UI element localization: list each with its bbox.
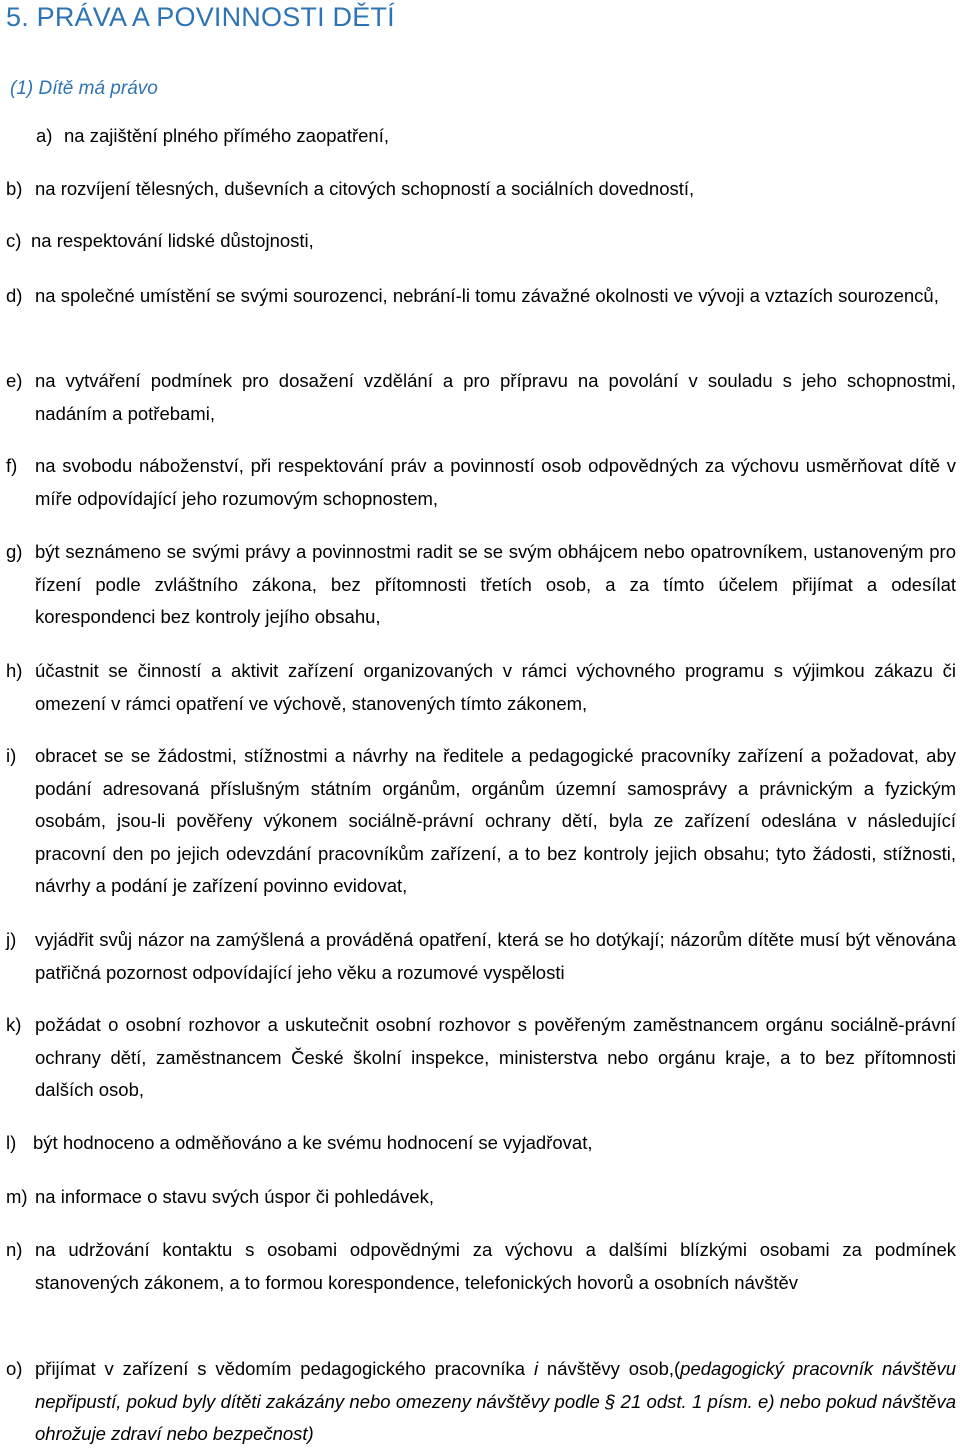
section-label: (1) Dítě má právo <box>10 78 158 99</box>
item-marker: m) <box>6 1186 28 1207</box>
item-marker: g) <box>6 541 23 562</box>
item-text: obracet se se žádostmi, stížnostmi a návrhy na ředitele a pedagogické pracovníky zařízení a požadovat, aby podání adresovaná příslušným státním orgánům, orgánům územní samosprávy a právnickým a fyzickým osobám, jsou-li pověřeny výkonem sociálně-právní ochrany dětí, byla ze zařízení odeslána v následující pracovní den po jejich odevzdání pracovníkům zařízení, a to bez kontroly jejich obsahu; tyto žádosti, stížnosti, návrhy a podání je zařízení povinno evidovat, <box>35 745 956 896</box>
item-text: na respektování lidské důstojnosti, <box>31 230 314 251</box>
list-item <box>6 365 956 430</box>
item-text: na svobodu náboženství, při respektování práv a povinností osob odpovědných za výchovu usměrňovat dítě v míře odpovídající jeho rozumovým schopnostem, <box>35 455 956 509</box>
item-text: účastnit se činností a aktivit zařízení organizovaných v rámci výchovného programu s výjimkou zákazu či omezení v rámci opatření ve výchově, stanovených tímto zákonem, <box>35 660 956 714</box>
item-text: návštěvy osob,( <box>538 1358 681 1379</box>
item-marker: h) <box>6 660 23 681</box>
item-text: přijímat v zařízení s vědomím pedagogického pracovníka <box>35 1358 534 1379</box>
item-text: být hodnoceno a odměňováno a ke svému hodnocení se vyjadřovat, <box>33 1132 593 1153</box>
item-text: na společné umístění se svými sourozenci, nebrání-li tomu závažné okolnosti ve vývoji a vztazích sourozenců, <box>35 285 939 306</box>
section-heading: 5. PRÁVA A POVINNOSTI DĚTÍ <box>6 2 395 32</box>
item-marker: k) <box>6 1014 22 1035</box>
item-text: požádat o osobní rozhovor a uskutečnit osobní rozhovor s pověřeným zaměstnancem orgánu sociálně-právní ochrany dětí, zaměstnancem České školní inspekce, ministerstva nebo orgánu kraje, a to bez přítomnosti dalších osob, <box>35 1014 956 1100</box>
item-text: vyjádřit svůj názor na zamýšlená a prováděná opatření, která se ho dotýkají; názorům dítěte musí být věnována patřičná pozornost odpovídající jeho věku a rozumové vyspělosti <box>35 929 956 983</box>
list-item <box>6 1234 956 1299</box>
list-item <box>6 1009 956 1107</box>
list-item <box>6 280 956 313</box>
list-item <box>6 450 956 515</box>
item-text: být seznámeno se svými právy a povinnostmi radit se se svým obhájcem nebo opatrovníkem, ustanoveným pro řízení podle zvláštního zákona, bez přítomnosti třetích osob, a za tímto účelem přijímat a odesílat korespondenci bez kontroly jejího obsahu, <box>35 541 956 627</box>
item-marker: e) <box>6 370 23 391</box>
item-text: na rozvíjení tělesných, duševních a citových schopností a sociálních dovedností, <box>35 178 695 199</box>
item-marker: b) <box>6 178 23 199</box>
list-item <box>36 120 936 153</box>
list-item <box>6 1353 956 1451</box>
item-marker: n) <box>6 1239 23 1260</box>
list-item <box>6 924 956 989</box>
item-marker: f) <box>6 455 18 476</box>
item-marker: o) <box>6 1358 23 1379</box>
list-item <box>6 740 956 903</box>
item-marker: j) <box>6 929 17 950</box>
list-item <box>6 536 956 634</box>
list-item <box>6 1181 956 1214</box>
item-text: na informace o stavu svých úspor či pohledávek, <box>35 1186 434 1207</box>
item-text: na zajištění plného přímého zaopatření, <box>64 125 389 146</box>
list-item <box>6 655 956 720</box>
item-text-italic: i <box>533 1358 539 1379</box>
item-text: na vytváření podmínek pro dosažení vzdělání a pro přípravu na povolání v souladu s jeho schopnostmi, nadáním a potřebami, <box>35 370 956 424</box>
item-marker: i) <box>6 745 17 766</box>
list-item <box>6 225 956 258</box>
item-text-italic: pedagogický pracovník návštěvu nepřipustí, pokud byly dítěti zakázány nebo omezeny návštěvy podle § 21 odst. 1 písm. e) nebo pokud návštěva ohrožuje zdraví nebo bezpečnost) <box>35 1358 956 1444</box>
item-marker: c) <box>6 230 22 251</box>
item-marker: a) <box>36 125 53 146</box>
item-text: na udržování kontaktu s osobami odpovědnými za výchovu a dalšími blízkými osobami za podmínek stanovených zákonem, a to formou korespondence, telefonických hovorů a osobních návštěv <box>35 1239 956 1293</box>
item-marker: l) <box>6 1132 17 1153</box>
list-item <box>6 1127 956 1160</box>
item-marker: d) <box>6 285 23 306</box>
list-item <box>6 173 956 206</box>
